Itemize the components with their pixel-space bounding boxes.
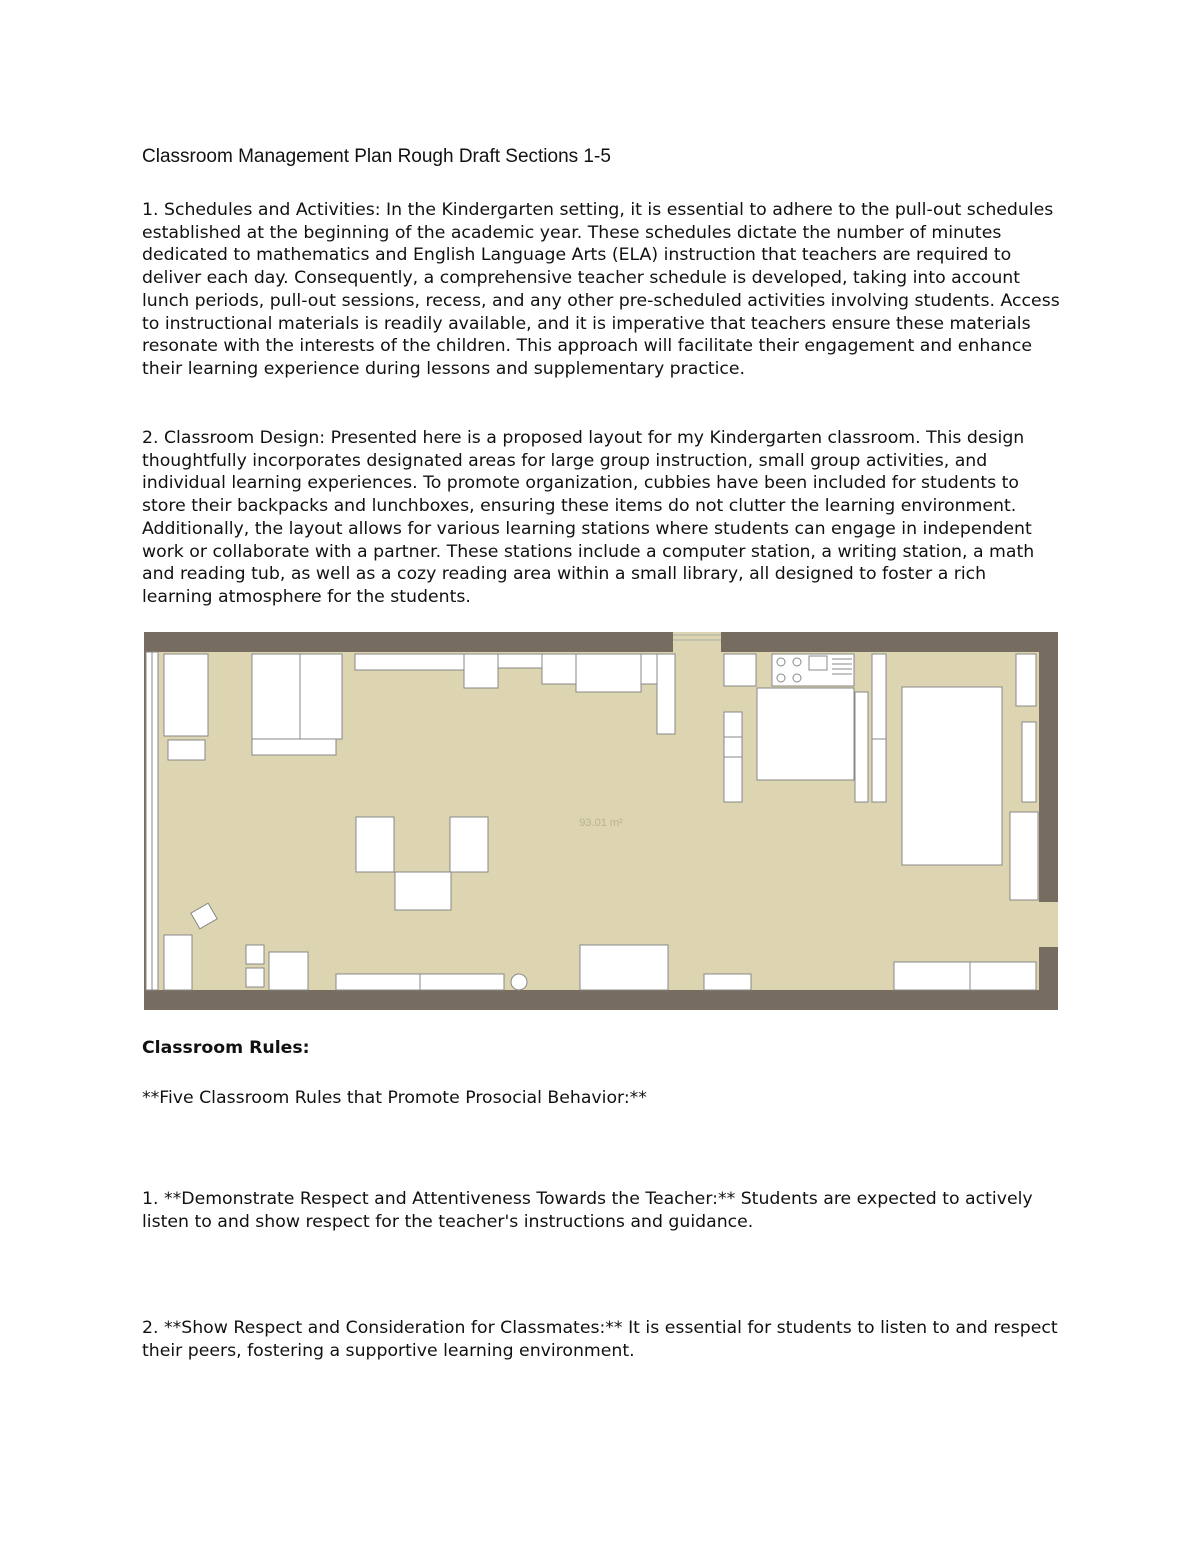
desk-2 xyxy=(450,817,488,872)
shelf-base xyxy=(252,739,336,755)
computer-2 xyxy=(246,968,264,987)
wall-shelf-1 xyxy=(355,654,468,670)
computer-desk xyxy=(269,952,308,990)
wall-shelf-2 xyxy=(464,654,498,688)
bottom-left-cabinet xyxy=(164,935,192,990)
divider-2 xyxy=(872,654,886,739)
tall-shelf xyxy=(657,654,675,734)
section-classroom-design-paragraph: 2. Classroom Design: Presented here is a proposed layout for my Kindergarten classroom. This design thoughtfully incorporates designated areas for large group instruction, small group activities, and individual learning experiences. To promote organization, cubbies have been included for students to store their backpacks and lunchboxes, ensuring these items do not clutter the learning environment. Additionally, the layout allows for various learning stations where students can engage in independent work or collaborate with a partner. These stations include a computer station, a writing station, a math and reading tub, as well as a cozy reading area within a small library, all designed to foster a rich learning atmosphere for the students. xyxy=(142,428,1035,607)
rule-2-paragraph: 2. **Show Respect and Consideration for Classmates:** It is essential for students to listen to and respect their peers, fostering a supportive learning environment. xyxy=(142,1318,1058,1361)
cubby-left-small xyxy=(168,740,205,760)
classroom-floor-plan xyxy=(144,632,1058,1010)
small-group-table xyxy=(757,688,854,780)
floor-area-label: 93.01 m² xyxy=(579,817,623,829)
bottom-shelf-1 xyxy=(336,974,420,990)
wall-shelf-4 xyxy=(542,654,576,684)
shelf-b xyxy=(300,654,342,739)
desk-1 xyxy=(356,817,394,872)
wall-shelf-5 xyxy=(641,654,657,684)
round-stool xyxy=(511,974,527,990)
section-schedules-paragraph: 1. Schedules and Activities: In the Kindergarten setting, it is essential to adhere to the pull-out schedules established at the beginning of the academic year. These schedules dictate the number of minutes dedicated to mathematics and English Language Arts (ELA) instruction that teachers are required to deliver each day. Consequently, a comprehensive teacher schedule is developed, taking into account lunch periods, pull-out sessions, recess, and any other pre-scheduled activities involving students. Access to instructional materials is readily available, and it is imperative that teachers ensure these materials resonate with the interests of the children. This approach will facilitate their engagement and enhance their learning experience during lessons and supplementary practice. xyxy=(142,200,1060,379)
bottom-shelf-2 xyxy=(420,974,504,990)
shelf-a xyxy=(252,654,300,739)
divider-3 xyxy=(872,739,886,802)
desk-3 xyxy=(395,872,451,910)
right-shelf-1 xyxy=(1016,654,1036,706)
reading-rug xyxy=(902,687,1002,865)
right-shelf-3 xyxy=(1010,812,1038,900)
wall-shelf-3 xyxy=(498,654,542,668)
divider-1 xyxy=(855,692,868,802)
right-doorway xyxy=(1039,902,1058,947)
document-title: Classroom Management Plan Rough Draft Sections 1-5 xyxy=(142,146,611,167)
computer-1 xyxy=(246,945,264,964)
floor-plan-drawing xyxy=(144,632,1058,1010)
right-shelf-2 xyxy=(1022,722,1036,802)
writing-station xyxy=(576,654,641,692)
rules-intro: **Five Classroom Rules that Promote Prosocial Behavior:** xyxy=(142,1088,647,1108)
cubby-left xyxy=(164,654,208,736)
bottom-shelf-3 xyxy=(704,974,751,990)
rule-1-paragraph: 1. **Demonstrate Respect and Attentiveness Towards the Teacher:** Students are expected to actively listen to and show respect for the teacher's instructions and guidance. xyxy=(142,1189,1033,1232)
teacher-desk xyxy=(580,945,668,990)
sink-cabinet xyxy=(724,654,756,686)
bottom-shelf-5 xyxy=(970,962,1036,990)
bottom-shelf-4 xyxy=(894,962,970,990)
rules-heading: Classroom Rules: xyxy=(142,1038,310,1058)
